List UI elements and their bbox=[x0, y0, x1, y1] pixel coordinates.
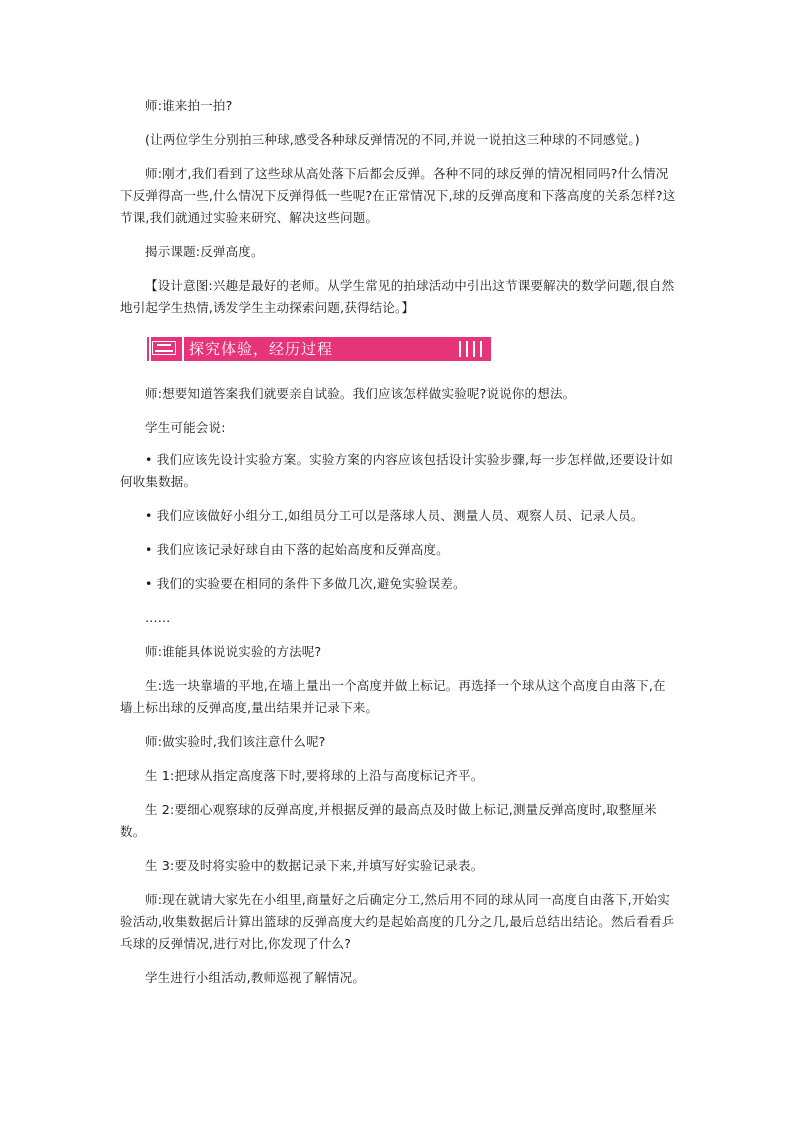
paragraph-teacher-experiment: 师:想要知道答案我们就要亲自试验。我们应该怎样做实验呢?说说你的想法。 bbox=[145, 386, 576, 401]
paragraph-lesson-topic: 揭示课题:反弹高度。 bbox=[145, 244, 264, 259]
section-number-icon bbox=[152, 341, 176, 355]
paragraph-student-3: 生 3:要及时将实验中的数据记录下来,并填写好实验记录表。 bbox=[145, 858, 484, 873]
paragraph-student-1: 生 1:把球从指定高度落下时,要将球的上沿与高度标记齐平。 bbox=[145, 768, 484, 783]
paragraph-student-method: 生:选一块靠墙的平地,在墙上量出一个高度并做上标记。再选择一个球从这个高度自由落下,在墙上标出球的反弹高度,量出结果并记录下来。 bbox=[120, 678, 666, 715]
paragraph-activity-note: (让两位学生分别拍三种球,感受各种球反弹情况的不同,并说一说拍这三种球的不同感觉。) bbox=[145, 132, 640, 147]
heading-stripe bbox=[466, 341, 468, 357]
heading-stripe bbox=[149, 337, 151, 361]
heading-divider bbox=[182, 337, 184, 361]
paragraph-teacher-method: 师:谁能具体说说实验的方法呢? bbox=[145, 644, 322, 659]
paragraph-student-2: 生 2:要细心观察球的反弹高度,并根据反弹的最高点及时做上标记,测量反弹高度时,取整厘米数。 bbox=[120, 802, 657, 839]
bullet-item: • 我们应该先设计实验方案。实验方案的内容应该包括设计实验步骤,每一步怎样做,还要设计如何收集数据。 bbox=[120, 452, 674, 489]
bullet-item: • 我们的实验要在相同的条件下多做几次,避免实验误差。 bbox=[145, 576, 466, 591]
paragraph-students-say: 学生可能会说: bbox=[145, 420, 226, 435]
paragraph-design-intent: 【设计意图:兴趣是最好的老师。从学生常见的拍球活动中引出这节课要解决的数学问题,很自然地引起学生热情,诱发学生主动探索问题,获得结论。】 bbox=[120, 278, 675, 315]
bullet-item: • 我们应该做好小组分工,如组员分工可以是落球人员、测量人员、观察人员、记录人员。 bbox=[145, 508, 644, 523]
paragraph-teacher-questions: 师:刚才,我们看到了这些球从高处落下后都会反弹。各种不同的球反弹的情况相同吗?什么情况下反弹得高一些,什么情况下反弹得低一些呢?在正常情况下,球的反弹高度和下落高度的关系怎样?这节课,我们就通过实验来研究、解决这些问题。 bbox=[120, 166, 676, 225]
section-heading-bar bbox=[147, 337, 491, 361]
section-heading-title: 探究体验，经历过程 bbox=[189, 340, 334, 358]
heading-stripe bbox=[473, 341, 475, 357]
section-heading bbox=[147, 337, 676, 361]
paragraph-teacher-prompt: 师:谁来拍一拍? bbox=[145, 98, 233, 113]
paragraph-ellipsis: …… bbox=[145, 610, 171, 625]
paragraph-teacher-instructions: 师:现在就请大家先在小组里,商量好之后确定分工,然后用不同的球从同一高度自由落下,开始实验活动,收集数据后计算出篮球的反弹高度大约是起始高度的几分之几,最后总结出结论。然后看看乒乓球的反弹情况,进行对比,你发现了什么? bbox=[120, 892, 675, 951]
document-body bbox=[120, 95, 676, 1001]
heading-stripe bbox=[459, 341, 461, 357]
paragraph-group-activity: 学生进行小组活动,教师巡视了解情况。 bbox=[145, 970, 366, 985]
heading-decor-stripes bbox=[459, 337, 485, 361]
paragraph-teacher-attention: 师:做实验时,我们该注意什么呢? bbox=[145, 734, 326, 749]
bullet-item: • 我们应该记录好球自由下落的起始高度和反弹高度。 bbox=[145, 542, 449, 557]
heading-stripe bbox=[480, 341, 482, 357]
